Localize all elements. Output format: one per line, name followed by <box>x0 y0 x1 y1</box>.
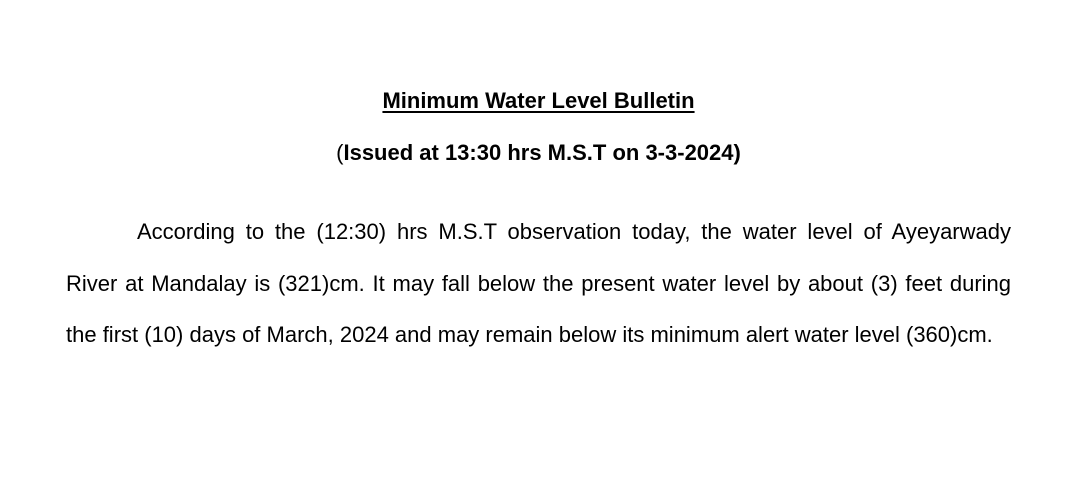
issued-paren-close: ) <box>733 140 741 165</box>
bulletin-paragraph: According to the (12:30) hrs M.S.T observation today, the water level of Ayeyarwady River at Mandalay is (321)cm. It may fall below the present water level by about (3) feet during the first (10) days of March, 2024 and may remain below its minimum alert water level (360)cm. <box>66 219 1011 347</box>
bulletin-title <box>0 86 1077 116</box>
issued-line <box>0 138 1077 168</box>
issued-text: Issued at 13:30 hrs M.S.T on 3-3-2024 <box>343 140 734 165</box>
issued-paren-open: ( <box>336 140 344 165</box>
bulletin-title-text: Minimum Water Level Bulletin <box>382 88 695 113</box>
